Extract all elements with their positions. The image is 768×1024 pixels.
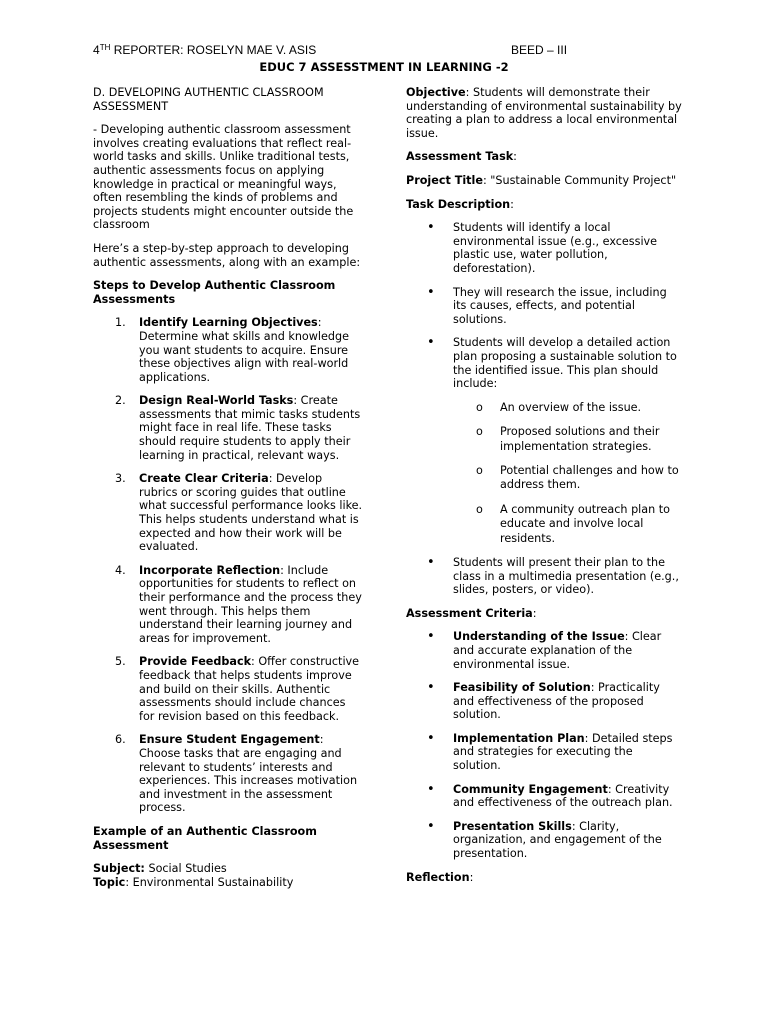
step-title: Provide Feedback (139, 655, 252, 669)
step-text: : Create assessments that mimic tasks students might face in real life. These tasks should require students to apply their learning in practical, relevant ways. (139, 394, 361, 462)
criterion-text: : Creativity and effectiveness of the outreach plan. (453, 782, 673, 810)
assessment-task-heading (406, 150, 682, 164)
task-description-list (406, 221, 682, 597)
project-title-text: : "Sustainable Community Project" (482, 173, 677, 187)
criterion-text: : Clarity, organization, and engagement of the presentation. (453, 819, 662, 861)
step-number: 6. (115, 733, 126, 747)
criteria-list (406, 630, 682, 860)
document-title: EDUC 7 ASSESSTMENT IN LEARNING -2 (259, 60, 509, 74)
step-number: 2. (115, 394, 126, 408)
task-item-text: Students will develop a detailed action plan proposing a sustainable solution to the identified issue. This plan should include: (453, 336, 677, 391)
task-description-label: Task Description (406, 197, 511, 211)
reporter-header (93, 44, 316, 58)
assessment-task-label: Assessment Task (406, 150, 514, 164)
plan-item-text: An overview of the issue. (500, 400, 642, 414)
list-item (406, 630, 682, 671)
intro-paragraph: - Developing authentic classroom assessment involves creating evaluations that reflect real-world tasks and skills. Unlike traditional tests, authentic assessments focus on applying knowledge in practical or meaningful ways, often resembling the kinds of problems and projects students might encounter outside the classroom (93, 123, 354, 232)
list-item (406, 286, 682, 327)
step-text: : Determine what skills and knowledge you want students to acquire. Ensure these objectives align with real-world applications. (139, 316, 350, 384)
bullet-icon: • (427, 220, 435, 236)
approach-paragraph: Here’s a step-by-step approach to developing authentic assessments, along with an example: (93, 241, 361, 269)
list-item (453, 401, 682, 415)
course-code: BEED – III (511, 43, 568, 57)
list-item (93, 472, 363, 554)
bullet-icon: • (427, 284, 435, 300)
bullet-icon: • (427, 730, 435, 746)
plan-sublist (453, 401, 682, 546)
subject-topic (93, 862, 363, 889)
left-column (93, 86, 363, 889)
reporter-number: 4 (93, 43, 100, 57)
assessment-criteria-heading (406, 607, 682, 621)
list-item (93, 316, 363, 384)
assessment-criteria-colon: : (532, 606, 537, 620)
task-description-heading (406, 198, 682, 212)
task-description-colon: : (510, 197, 514, 211)
step-text: : Offer constructive feedback that helps students improve and build on their skills. Authentic assessments should include chances for revision based on this feedback. (139, 655, 360, 723)
objective (406, 86, 682, 140)
bullet-icon: • (427, 554, 435, 570)
criterion-text: : Detailed steps and strategies for executing the solution. (453, 731, 673, 773)
bullet-icon: • (427, 335, 435, 351)
step-text: : Include opportunities for students to reflect on their performance and the process they went through. This helps them understand their learning journey and areas for improvement. (139, 563, 362, 645)
criterion-title: Implementation Plan (453, 731, 585, 745)
list-item (453, 503, 682, 546)
criterion-title: Presentation Skills (453, 819, 572, 833)
assessment-criteria-label: Assessment Criteria (406, 606, 533, 620)
list-item (406, 221, 682, 275)
list-item (453, 425, 682, 454)
plan-item-text: A community outreach plan to educate and involve local residents. (500, 502, 671, 545)
reflection-label: Reflection (406, 870, 470, 884)
step-text: : Choose tasks that are engaging and relevant to students’ interests and experiences. This increases motivation and investment in the assessment process. (139, 733, 358, 815)
step-number: 3. (115, 472, 126, 486)
step-text: : Develop rubrics or scoring guides that outline what successful performance looks like. This helps students understand what is expected and how their work will be evaluated. (139, 472, 363, 554)
bullet-icon: • (427, 781, 435, 797)
bullet-icon: • (427, 629, 435, 645)
list-item (406, 820, 682, 861)
assessment-task-colon: : (513, 150, 517, 164)
project-title-label: Project Title (406, 173, 483, 187)
objective-text: : Students will demonstrate their understanding of environmental sustainability by creating a plan to address a local environmental issue. (406, 86, 682, 140)
circle-bullet-icon: o (476, 502, 483, 516)
task-item-text: Students will present their plan to the class in a multimedia presentation (e.g., slides, posters, or video). (453, 555, 679, 597)
circle-bullet-icon: o (476, 463, 483, 477)
criterion-title: Feasibility of Solution (453, 681, 591, 695)
bullet-icon: • (427, 680, 435, 696)
circle-bullet-icon: o (476, 425, 483, 439)
reflection-heading (406, 871, 682, 885)
criterion-title: Community Engagement (453, 782, 608, 796)
step-number: 1. (115, 316, 126, 330)
steps-list (93, 316, 363, 815)
objective-label: Objective (406, 86, 466, 99)
task-item-text: They will research the issue, including its causes, effects, and potential solutions. (453, 285, 667, 326)
step-title: Create Clear Criteria (139, 472, 269, 486)
list-item (406, 556, 682, 597)
example-heading (93, 825, 363, 852)
plan-item-text: Potential challenges and how to address them. (500, 463, 679, 492)
step-number: 4. (115, 563, 126, 577)
reporter-name: REPORTER: ROSELYN MAE V. ASIS (110, 43, 317, 57)
bullet-icon: • (427, 818, 435, 834)
criterion-title: Understanding of the Issue (453, 630, 625, 644)
topic-value: : Environmental Sustainability (125, 875, 294, 889)
project-title (406, 174, 682, 188)
topic-label: Topic (93, 875, 126, 889)
list-item (406, 732, 682, 773)
list-item (406, 783, 682, 810)
criterion-text: : Practicality and effectiveness of the proposed solution. (453, 681, 660, 722)
list-item (93, 394, 363, 462)
plan-item-text: Proposed solutions and their implementation strategies. (500, 425, 660, 453)
reflection-colon: : (469, 870, 474, 884)
steps-heading (93, 279, 363, 306)
step-title: Design Real-World Tasks (139, 394, 294, 408)
example-heading-text: Example of an Authentic Classroom Assessment (93, 824, 317, 852)
list-item (93, 564, 363, 646)
right-column (406, 86, 682, 894)
subject-value: Social Studies (144, 862, 227, 876)
step-title: Ensure Student Engagement (139, 733, 320, 747)
list-item (406, 681, 682, 722)
criterion-text: : Clear and accurate explanation of the environmental issue. (453, 630, 662, 671)
steps-heading-text: Steps to Develop Authentic Classroom Assessments (93, 279, 336, 306)
subject-label: Subject: (93, 862, 145, 876)
step-number: 5. (115, 655, 126, 669)
section-heading: D. DEVELOPING AUTHENTIC CLASSROOM ASSESSMENT (93, 86, 324, 113)
list-item (93, 733, 363, 815)
reporter-suffix: TH (99, 43, 111, 52)
step-title: Identify Learning Objectives (139, 316, 318, 330)
list-item (453, 464, 682, 493)
list-item (406, 336, 682, 546)
step-title: Incorporate Reflection (139, 563, 281, 577)
task-item-text: Students will identify a local environmental issue (e.g., excessive plastic use, water pollution, deforestation). (453, 221, 658, 275)
circle-bullet-icon: o (476, 400, 483, 414)
list-item (93, 655, 363, 723)
